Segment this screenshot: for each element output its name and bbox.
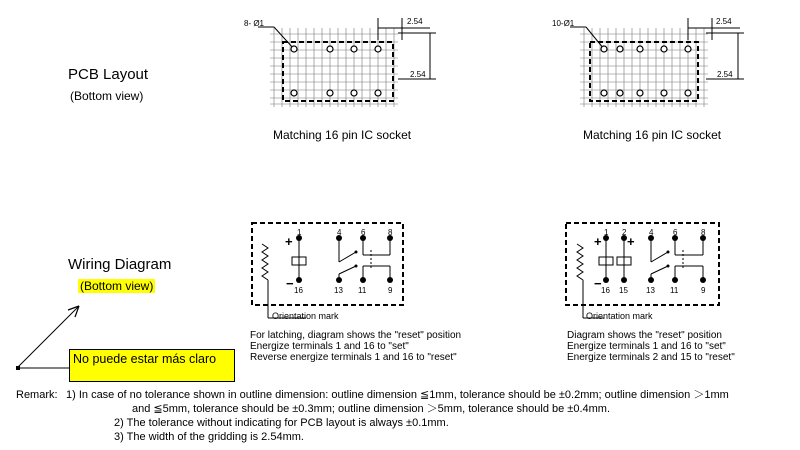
- pin-label: 8: [701, 228, 706, 237]
- orientation-mark-label-right: Orientation mark: [586, 311, 653, 321]
- pcb-left-caption: Matching 16 pin IC socket: [273, 128, 412, 142]
- pcb-left-dia-label: 8- Ø1: [244, 19, 265, 28]
- pcb-left-pitch-h: 2.54: [407, 17, 423, 26]
- wiring-left-note-3: Reverse energize terminals 1 and 16 to "reset": [250, 352, 457, 363]
- polarity-plus: +: [594, 234, 602, 249]
- wiring-right-note-1: Diagram shows the "reset" position: [567, 330, 722, 341]
- remark-2: 2) The tolerance without indicating for PCB layout is always ±0.1mm.: [114, 417, 449, 429]
- pcb-left-holes: [291, 46, 381, 96]
- pins-wiring-right: [603, 235, 706, 283]
- polarity-minus: −: [286, 276, 294, 291]
- annotation-textbox[interactable]: [69, 349, 235, 382]
- wiring-right-outline: [566, 223, 719, 305]
- annotation-text[interactable]: No puede estar más claro: [73, 352, 217, 366]
- wiring-left-outline: [252, 223, 403, 305]
- pcb-right-holes: [601, 46, 691, 96]
- pin-label: 13: [334, 286, 343, 295]
- remark-1-cont: and ≦5mm, tolerance should be ±0.3mm; outline dimension ＞5mm, tolerance should be ±0.4mm.: [132, 403, 611, 415]
- polarity-plus: +: [285, 234, 293, 249]
- pin-label: 9: [388, 286, 393, 295]
- remark-3: 3) The width of the gridding is 2.54mm.: [114, 431, 304, 443]
- pin-label: 4: [337, 228, 342, 237]
- pcb-right-pitch-v: 2.54: [717, 70, 733, 79]
- wiring-diagram-subtitle: [78, 279, 155, 293]
- orientation-mark-label-left: Orientation mark: [272, 311, 339, 321]
- pin-label: 16: [294, 286, 303, 295]
- polarity-plus: +: [627, 234, 635, 249]
- wiring-right-note-2: Energize terminals 1 and 16 to "set": [567, 341, 726, 352]
- pin-label: 11: [670, 286, 679, 295]
- pin-label: 15: [619, 286, 628, 295]
- pcb-right-dia-label: 10-Ø1: [552, 19, 575, 28]
- pcb-layout-subtitle: (Bottom view): [70, 89, 144, 103]
- orientation-mark-left: [262, 244, 268, 280]
- pcb-layout-title: PCB Layout: [68, 66, 149, 83]
- highlighted-subtitle: (Bottom view): [80, 279, 154, 293]
- pin-label: 11: [358, 286, 367, 295]
- pin-label: 1: [604, 228, 609, 237]
- pin-label: 1: [297, 228, 302, 237]
- pin-label: 16: [601, 286, 610, 295]
- wiring-left-note-2: Energize terminals 1 and 16 to "set": [250, 341, 409, 352]
- pin-label: 13: [646, 286, 655, 295]
- remark-1: 1) In case of no tolerance shown in outline dimension: outline dimension ≦1mm, tolerance should be ±0.2mm; outline dimension ＞1mm: [66, 389, 729, 401]
- pin-label: 6: [673, 228, 678, 237]
- pcb-right-pitch-h: 2.54: [716, 17, 732, 26]
- pin-label: 8: [388, 228, 393, 237]
- pin-label: 2: [622, 228, 627, 237]
- callout-handle[interactable]: [16, 366, 20, 370]
- wiring-right-note-3: Energize terminals 2 and 15 to "reset": [567, 352, 735, 363]
- orientation-mark-right: [577, 244, 583, 280]
- pin-label: 9: [701, 286, 706, 295]
- pin-label: 6: [361, 228, 366, 237]
- pcb-right-caption: Matching 16 pin IC socket: [583, 128, 722, 142]
- pcb-left-pitch-v: 2.54: [410, 70, 426, 79]
- polarity-minus: −: [594, 276, 602, 291]
- remarks-label: Remark:: [16, 389, 58, 401]
- wiring-diagram-title: Wiring Diagram: [68, 256, 172, 273]
- pin-label: 4: [649, 228, 654, 237]
- wiring-left-note-1: For latching, diagram shows the "reset" position: [250, 330, 462, 341]
